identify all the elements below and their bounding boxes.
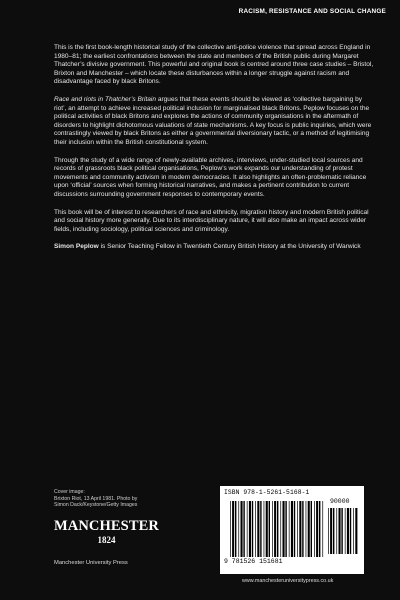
cover-credit-line-2: Brixton Riot, 13 April 1981. Photo by: [54, 495, 138, 502]
publisher-logo-name: MANCHESTER: [54, 518, 159, 534]
price-code: 90000: [330, 498, 350, 505]
blurb-paragraph-3: Through the study of a wide range of newly-available archives, interviews, under-studied local sources and records of grassroots black political organisations, Peplow’s work expands our understanding of protest movements and community activism in modern democracies. It also highlights an often-problematic reliance upon ‘official’ sources when forming historical narratives, and makes a pertinent contribution to current discussions surrounding government responses to contemporary events.: [54, 156, 367, 198]
publisher-logo-year: 1824: [97, 535, 116, 545]
isbn-barcode: [220, 486, 364, 574]
book-title-italic: Race and riots in Thatcher’s Britain: [54, 95, 157, 103]
isbn-text: ISBN 978-1-5261-5168-1: [224, 489, 310, 496]
barcode-bars: [230, 501, 326, 559]
publisher-name: Manchester University Press: [54, 560, 128, 566]
series-label: RACISM, RESISTANCE AND SOCIAL CHANGE: [238, 8, 386, 15]
author-name: Simon Peplow: [54, 243, 99, 251]
blurb-paragraph-1: This is the first book-length historical study of the collective anti-police violence that spread across England in 1980–81; the earliest confrontations between the state and members of the British public during Margaret Thatcher’s divisive government. This powerful and original book is centred around three case studies – Bristol, Brixton and Manchester – which locate these disturbances within a longer struggle against racism and disadvantage faced by black Britons.: [54, 44, 374, 86]
price-code-bars: [328, 508, 360, 556]
cover-credit-line-1: Cover image:: [54, 489, 85, 495]
publisher-logo: [54, 519, 159, 545]
author-bio-text: is Senior Teaching Fellow in Twentieth Century British History at the University of Warwick: [98, 243, 361, 251]
publisher-url: www.manchesteruniversitypress.co.uk: [242, 578, 334, 584]
author-bio: [54, 243, 374, 252]
barcode-digits: 9 781526 151681: [224, 558, 283, 565]
cover-image-credit: [54, 489, 137, 509]
blurb: [54, 44, 374, 261]
cover-credit-line-3: Simon Dack/Keystone/Getty Images: [54, 502, 138, 509]
blurb-paragraph-2-text: argues that these events should be viewed as ‘collective bargaining by riot’, an attempt to achieve increased political inclusion for marginalised black Britons. Peplow focuses on the political activities of black Britons and explores the actions of community organisations in the aftermath of disorders to highlight dichotomous valuations of state mechanisms. A key focus is public inquiries, which were contrastingly viewed by black Britons as either a governmental diversionary tactic, or a method of legitimising their inclusion within the British constitutional system.: [54, 95, 372, 146]
blurb-paragraph-4: This book will be of interest to researchers of race and ethnicity, migration history and modern British political and social history more generally. Due to its interdisciplinary nature, it will also make an impact across wider fields, including sociology, political sciences and criminology.: [54, 208, 369, 233]
blurb-paragraph-2: [54, 96, 374, 148]
